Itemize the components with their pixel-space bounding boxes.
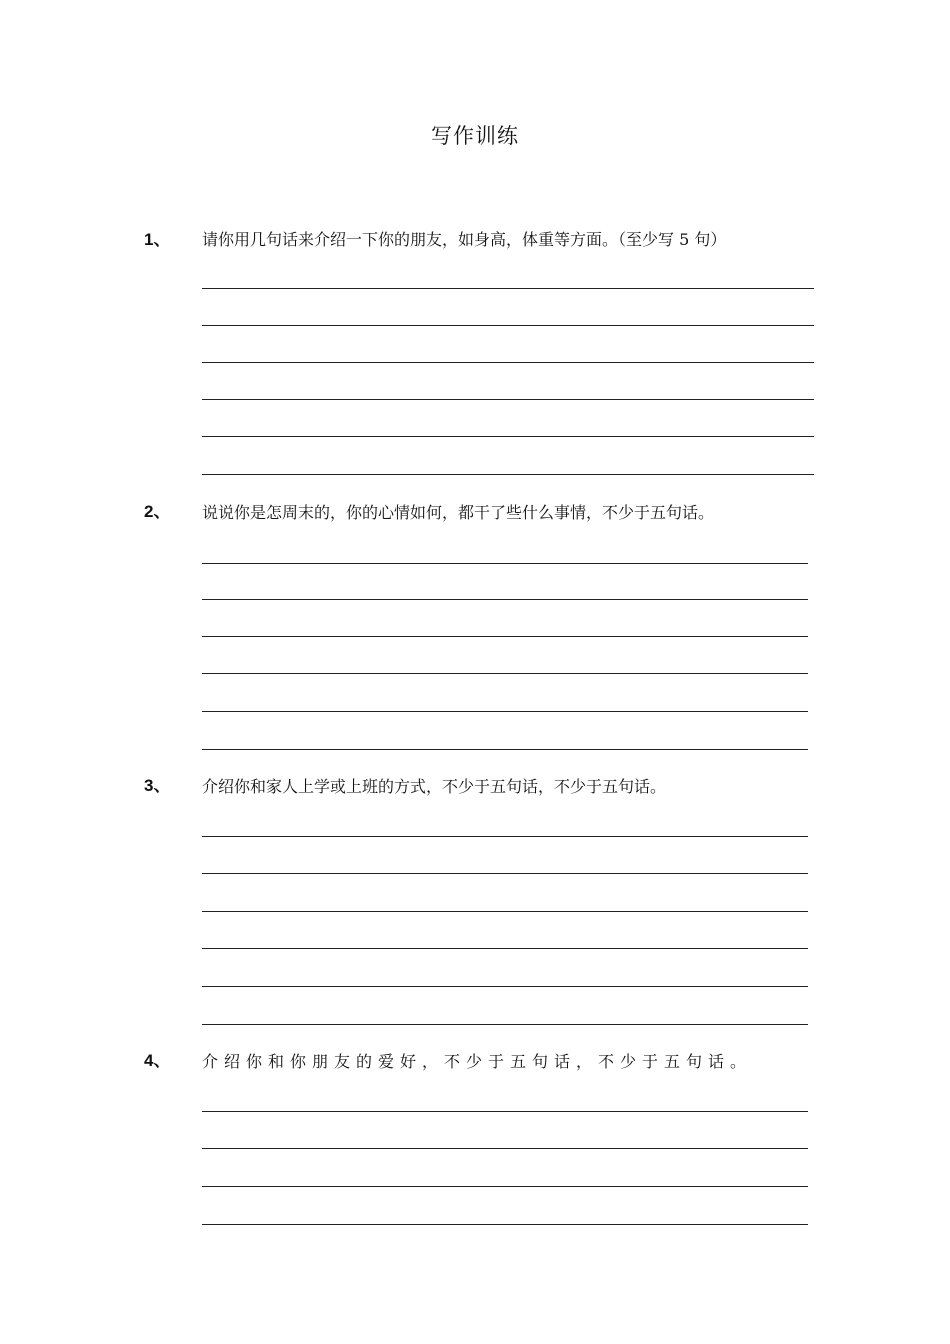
answer-line [202,599,808,600]
answer-line [202,1224,808,1225]
answer-line [202,563,808,564]
answer-line [202,986,808,987]
answer-line [202,474,814,475]
answer-line [202,911,808,912]
answer-line [202,362,814,363]
question-4-prompt: 介绍你和你朋友的爱好，不少于五句话，不少于五句话。 [202,1052,753,1071]
question-2-prompt: 说说你是怎周末的，你的心情如何，都干了些什么事情，不少于五句话。 [202,503,715,522]
answer-line [202,636,808,637]
answer-line [202,1024,808,1025]
answer-line [202,1186,808,1187]
question-3-number: 3、 [144,776,171,795]
answer-line [202,873,808,874]
question-1-prompt: 请你用几句话来介绍一下你的朋友，如身高，体重等方面。（至少写 5 句） [202,230,727,249]
worksheet-title: 写作训练 [431,124,519,148]
question-1-number: 1、 [144,230,171,249]
answer-line [202,749,808,750]
question-3-prompt: 介绍你和家人上学或上班的方式，不少于五句话，不少于五句话。 [202,777,667,796]
answer-line [202,948,808,949]
answer-line [202,399,814,400]
answer-line [202,325,814,326]
answer-line [202,711,808,712]
answer-line [202,288,814,289]
answer-line [202,436,814,437]
answer-line [202,836,808,837]
question-4-number: 4、 [144,1051,171,1070]
answer-line [202,673,808,674]
answer-line [202,1148,808,1149]
answer-line [202,1111,808,1112]
question-2-number: 2、 [144,502,171,521]
